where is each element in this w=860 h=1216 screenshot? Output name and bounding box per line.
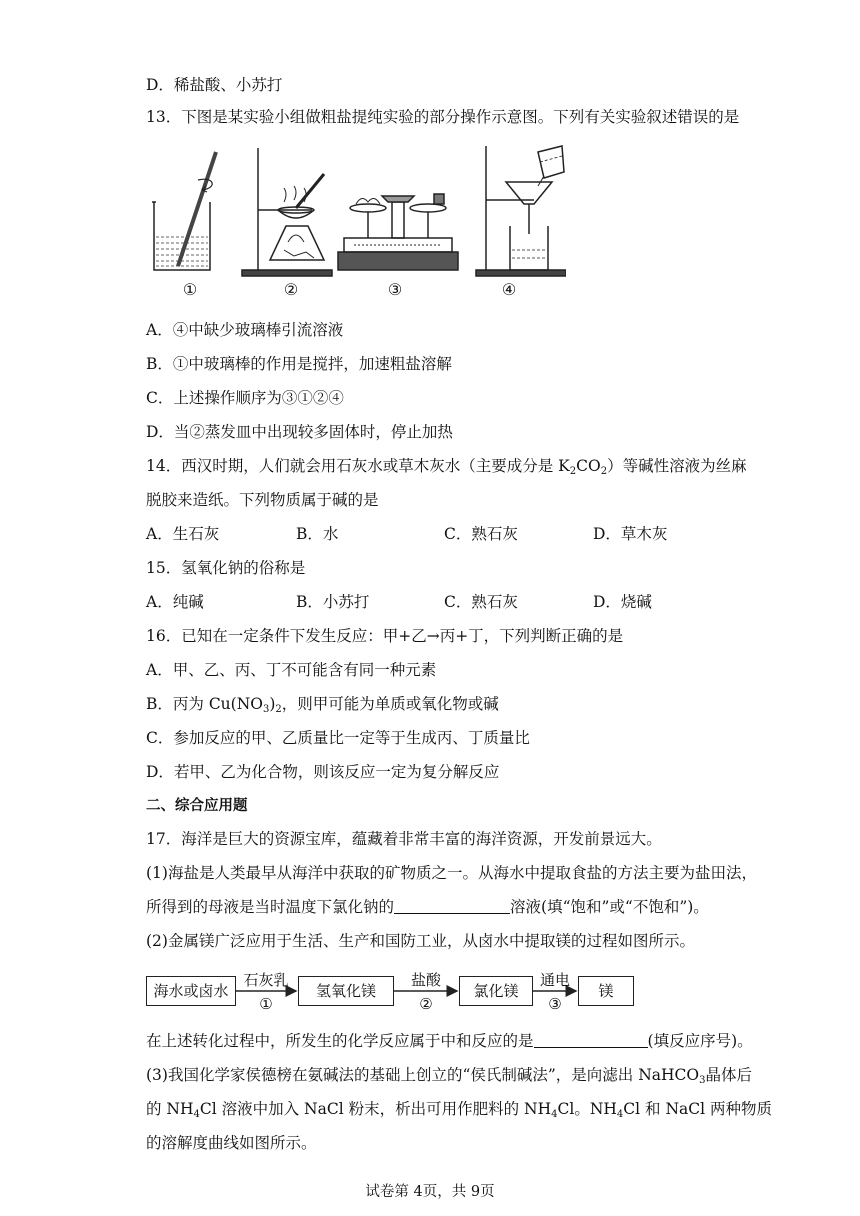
flow-box-mg-chloride: 氯化镁 [459,976,533,1006]
arrow-number-2: ② [419,995,433,1013]
arrow-number-1: ① [259,995,273,1013]
q13-option-b: B．①中玻璃棒的作用是搅拌，加速粗盐溶解 [146,355,452,373]
q14-option-d: D．草木灰 [593,525,668,543]
q14-stem-line2: 脱胶来造纸。下列物质属于碱的是 [146,491,379,509]
q14-option-c: C．熟石灰 [444,525,518,543]
flow-box-seawater: 海水或卤水 [146,976,236,1006]
q16-stem: 16．已知在一定条件下发生反应：甲+乙→丙+丁，下列判断正确的是 [146,627,624,645]
q17-part2: (2)金属镁广泛应用于生活、生产和国防工业，从卤水中提取镁的过程如图所示。 [146,932,695,950]
q17-part1-line1: (1)海盐是人类最早从海洋中获取的矿物质之一。从海水中提取食盐的方法主要为盐田法， [146,864,757,882]
q17-stem: 17．海洋是巨大的资源宝库，蕴藏着非常丰富的海洋资源，开发前景远大。 [146,830,662,848]
q15-option-d: D．烧碱 [593,593,652,611]
flow-box-magnesium: 镁 [578,976,634,1006]
section-heading: 二、综合应用题 [146,798,248,814]
arrow-number-3: ③ [548,995,562,1013]
arrow-label-hcl: 盐酸 [410,971,441,989]
answer-blank-2[interactable] [534,1033,648,1048]
figure-label-4: ④ [501,280,517,299]
q14-option-b: B．水 [296,525,339,543]
q13-option-a: A．④中缺少玻璃棒引流溶液 [146,321,344,339]
q15-option-c: C．熟石灰 [444,593,518,611]
q17-part1-line2: 所得到的母液是当时温度下氯化钠的 溶液(填“饱和”或“不饱和”)。 [146,898,709,916]
q17-part3-line1: (3)我国化学家侯德榜在氨碱法的基础上创立的“侯氏制碱法”，是向滤出 NaHCO$_3$晶体后 [146,1066,753,1086]
arrow-label-lime-milk: 石灰乳 [243,971,289,989]
q12-option-d: D．稀盐酸、小苏打 [146,76,283,94]
figure-label-2: ② [283,280,299,299]
q16-option-a: A．甲、乙、丙、丁不可能含有同一种元素 [146,661,437,679]
q16-option-b: B．丙为 $Cu(NO_3)_2$，则甲可能为单质或氧化物或碱 [146,695,499,715]
flow-box-mg-hydroxide: 氢氧化镁 [298,976,394,1006]
q16-option-c: C．参加反应的甲、乙质量比一定等于生成丙、丁质量比 [146,729,530,747]
q13-option-c: C．上述操作顺序为③①②④ [146,389,344,407]
arrow-label-electrolysis: 通电 [539,971,570,989]
q17-part3-line3: 的溶解度曲线如图所示。 [146,1134,317,1152]
q15-option-a: A．纯碱 [146,593,204,611]
figure-label-3: ③ [387,280,403,299]
q15-option-b: B．小苏打 [296,593,370,611]
q16-option-d: D．若甲、乙为化合物，则该反应一定为复分解反应 [146,763,500,781]
q14-stem-line1: 14．西汉时期，人们就会用石灰水或草木灰水（主要成分是 $K_2CO_2$）等碱性溶液为丝麻 [146,457,747,477]
q13-stem: 13．下图是某实验小组做粗盐提纯实验的部分操作示意图。下列有关实验叙述错误的是 [146,108,740,126]
q17-part3-line2: 的 $NH_4Cl$ 溶液中加入 NaCl 粉末，析出可用作肥料的 $NH_4Cl$。$NH_4Cl$ 和 NaCl 两种物质 [146,1100,772,1120]
q13-option-d: D．当②蒸发皿中出现较多固体时，停止加热 [146,423,453,441]
page-footer: 试卷第 4页，共 9页 [365,1184,495,1200]
q15-stem: 15．氢氧化钠的俗称是 [146,559,306,577]
figure-label-1: ① [182,280,198,299]
q14-option-a: A．生石灰 [146,525,220,543]
q17-part2-question: 在上述转化过程中，所发生的化学反应属于中和反应的是 (填反应序号)。 [146,1032,753,1050]
